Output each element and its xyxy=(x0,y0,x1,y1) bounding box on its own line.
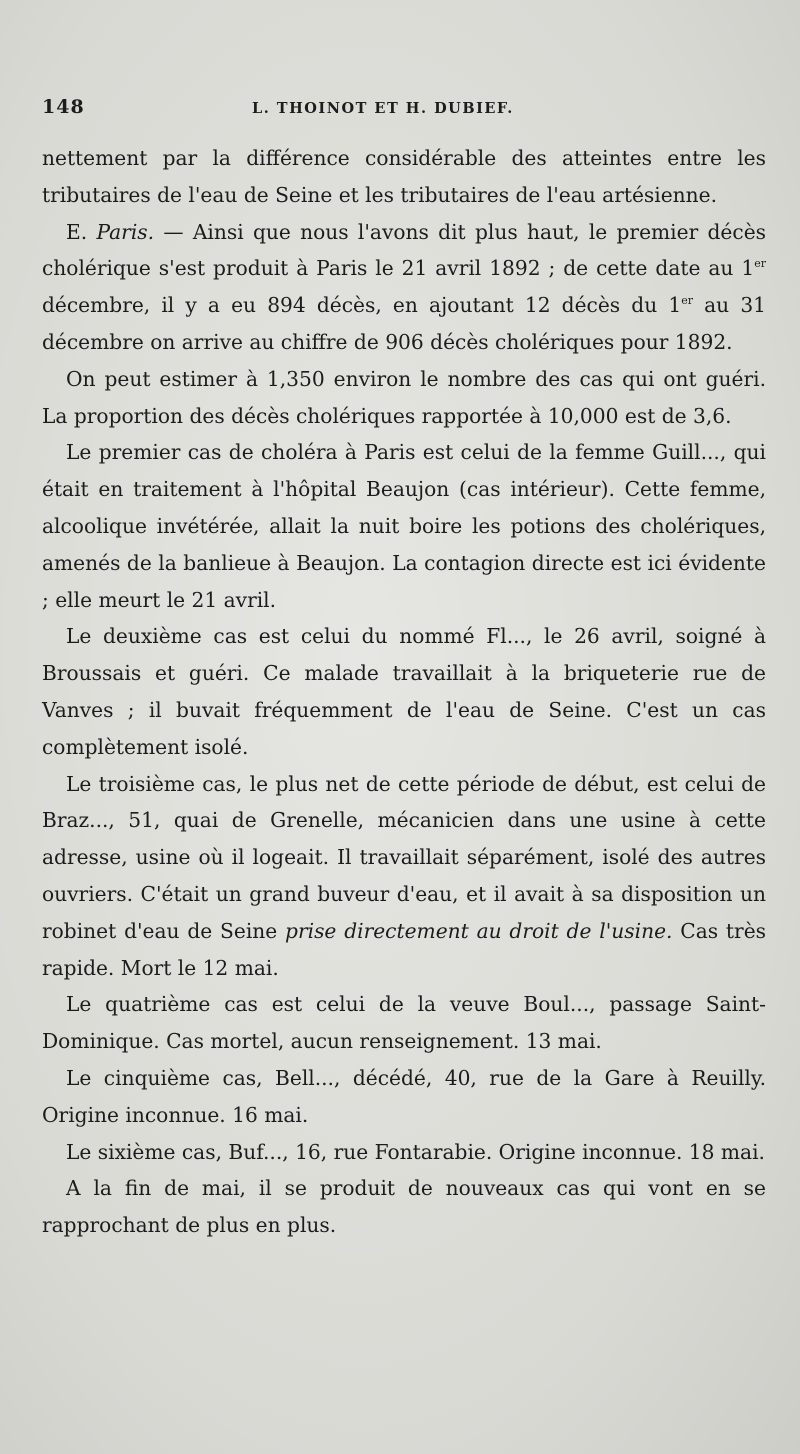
paragraph-paris-intro xyxy=(42,214,766,361)
section-place: Paris. xyxy=(96,219,155,244)
paragraph-text: Le troisième cas, le plus net de cette période de début, est celui de Braz..., 51, quai de Grenelle, mécanicien dans une usine à cette adresse, usine où il logeait. Il travaillait séparément, isolé des autres ouvriers. C'était un grand buveur d'eau, et il avait à sa disposition un robinet d'eau de Seine xyxy=(42,771,766,943)
body-text xyxy=(42,140,766,1244)
paragraph-text: au 31 décembre on arrive au chiffre de 906 décès cholériques pour 1892. xyxy=(42,293,767,354)
paragraph-text: Cas très rapide. Mort le 12 mai. xyxy=(42,918,766,980)
paragraph-estimate: On peut estimer à 1,350 environ le nombre des cas qui ont guéri. La proportion des décès cholériques rapportée à 10,000 est de 3,6. xyxy=(42,366,766,428)
superscript: er xyxy=(681,294,693,308)
running-head: L. THOINOT ET H. DUBIEF. xyxy=(252,100,514,117)
paragraph-text: décembre, il y a eu 894 décès, en ajoutant 12 décès du 1 xyxy=(42,293,682,318)
paragraph-first-case: Le premier cas de choléra à Paris est celui de la femme Guill..., qui était en traitement à l'hôpital Beaujon (cas intérieur). Cette femme, alcoolique invétérée, allait la nuit boire les potions des cholériques, amenés de la banlieue à Beaujon. La contagion directe est ici évidente ; elle meurt le 21 avril. xyxy=(42,440,766,612)
paragraph-second-case: Le deuxième cas est celui du nommé Fl..., le 26 avril, soigné à Broussais et guéri. Ce malade travaillait à la briqueterie rue de Vanves ; il buvait fréquemment de l'eau de Seine. C'est un cas complètement isolé. xyxy=(42,624,766,759)
paragraph-fourth-case: Le quatrième cas est celui de la veuve Boul..., passage Saint-Dominique. Cas mortel, aucun renseignement. 13 mai. xyxy=(42,992,766,1054)
paragraph-sixth-case: Le sixième cas, Buf..., 16, rue Fontarabie. Origine inconnue. 18 mai. xyxy=(66,1139,765,1164)
italic-phrase: prise directement au droit de l'usine. xyxy=(285,918,673,943)
page-header xyxy=(42,96,766,136)
superscript: er xyxy=(754,257,766,271)
section-letter: E. xyxy=(66,219,97,244)
paragraph-third-case xyxy=(42,766,766,987)
paragraph-end-of-may: A la fin de mai, il se produit de nouveaux cas qui vont en se rapprochant de plus en plus. xyxy=(42,1176,766,1238)
paragraph-text: — Ainsi que nous l'avons dit plus haut, le premier décès cholérique s'est produit à Paris le 21 avril 1892 ; de cette date au 1 xyxy=(42,219,766,281)
page-number: 148 xyxy=(42,96,85,118)
paragraph-continuation: nettement par la différence considérable des atteintes entre les tributaires de l'eau de Seine et les tributaires de l'eau artésienne. xyxy=(42,146,766,207)
paragraph-fifth-case: Le cinquième cas, Bell..., décédé, 40, rue de la Gare à Reuilly. Origine inconnue. 16 mai. xyxy=(42,1065,766,1127)
